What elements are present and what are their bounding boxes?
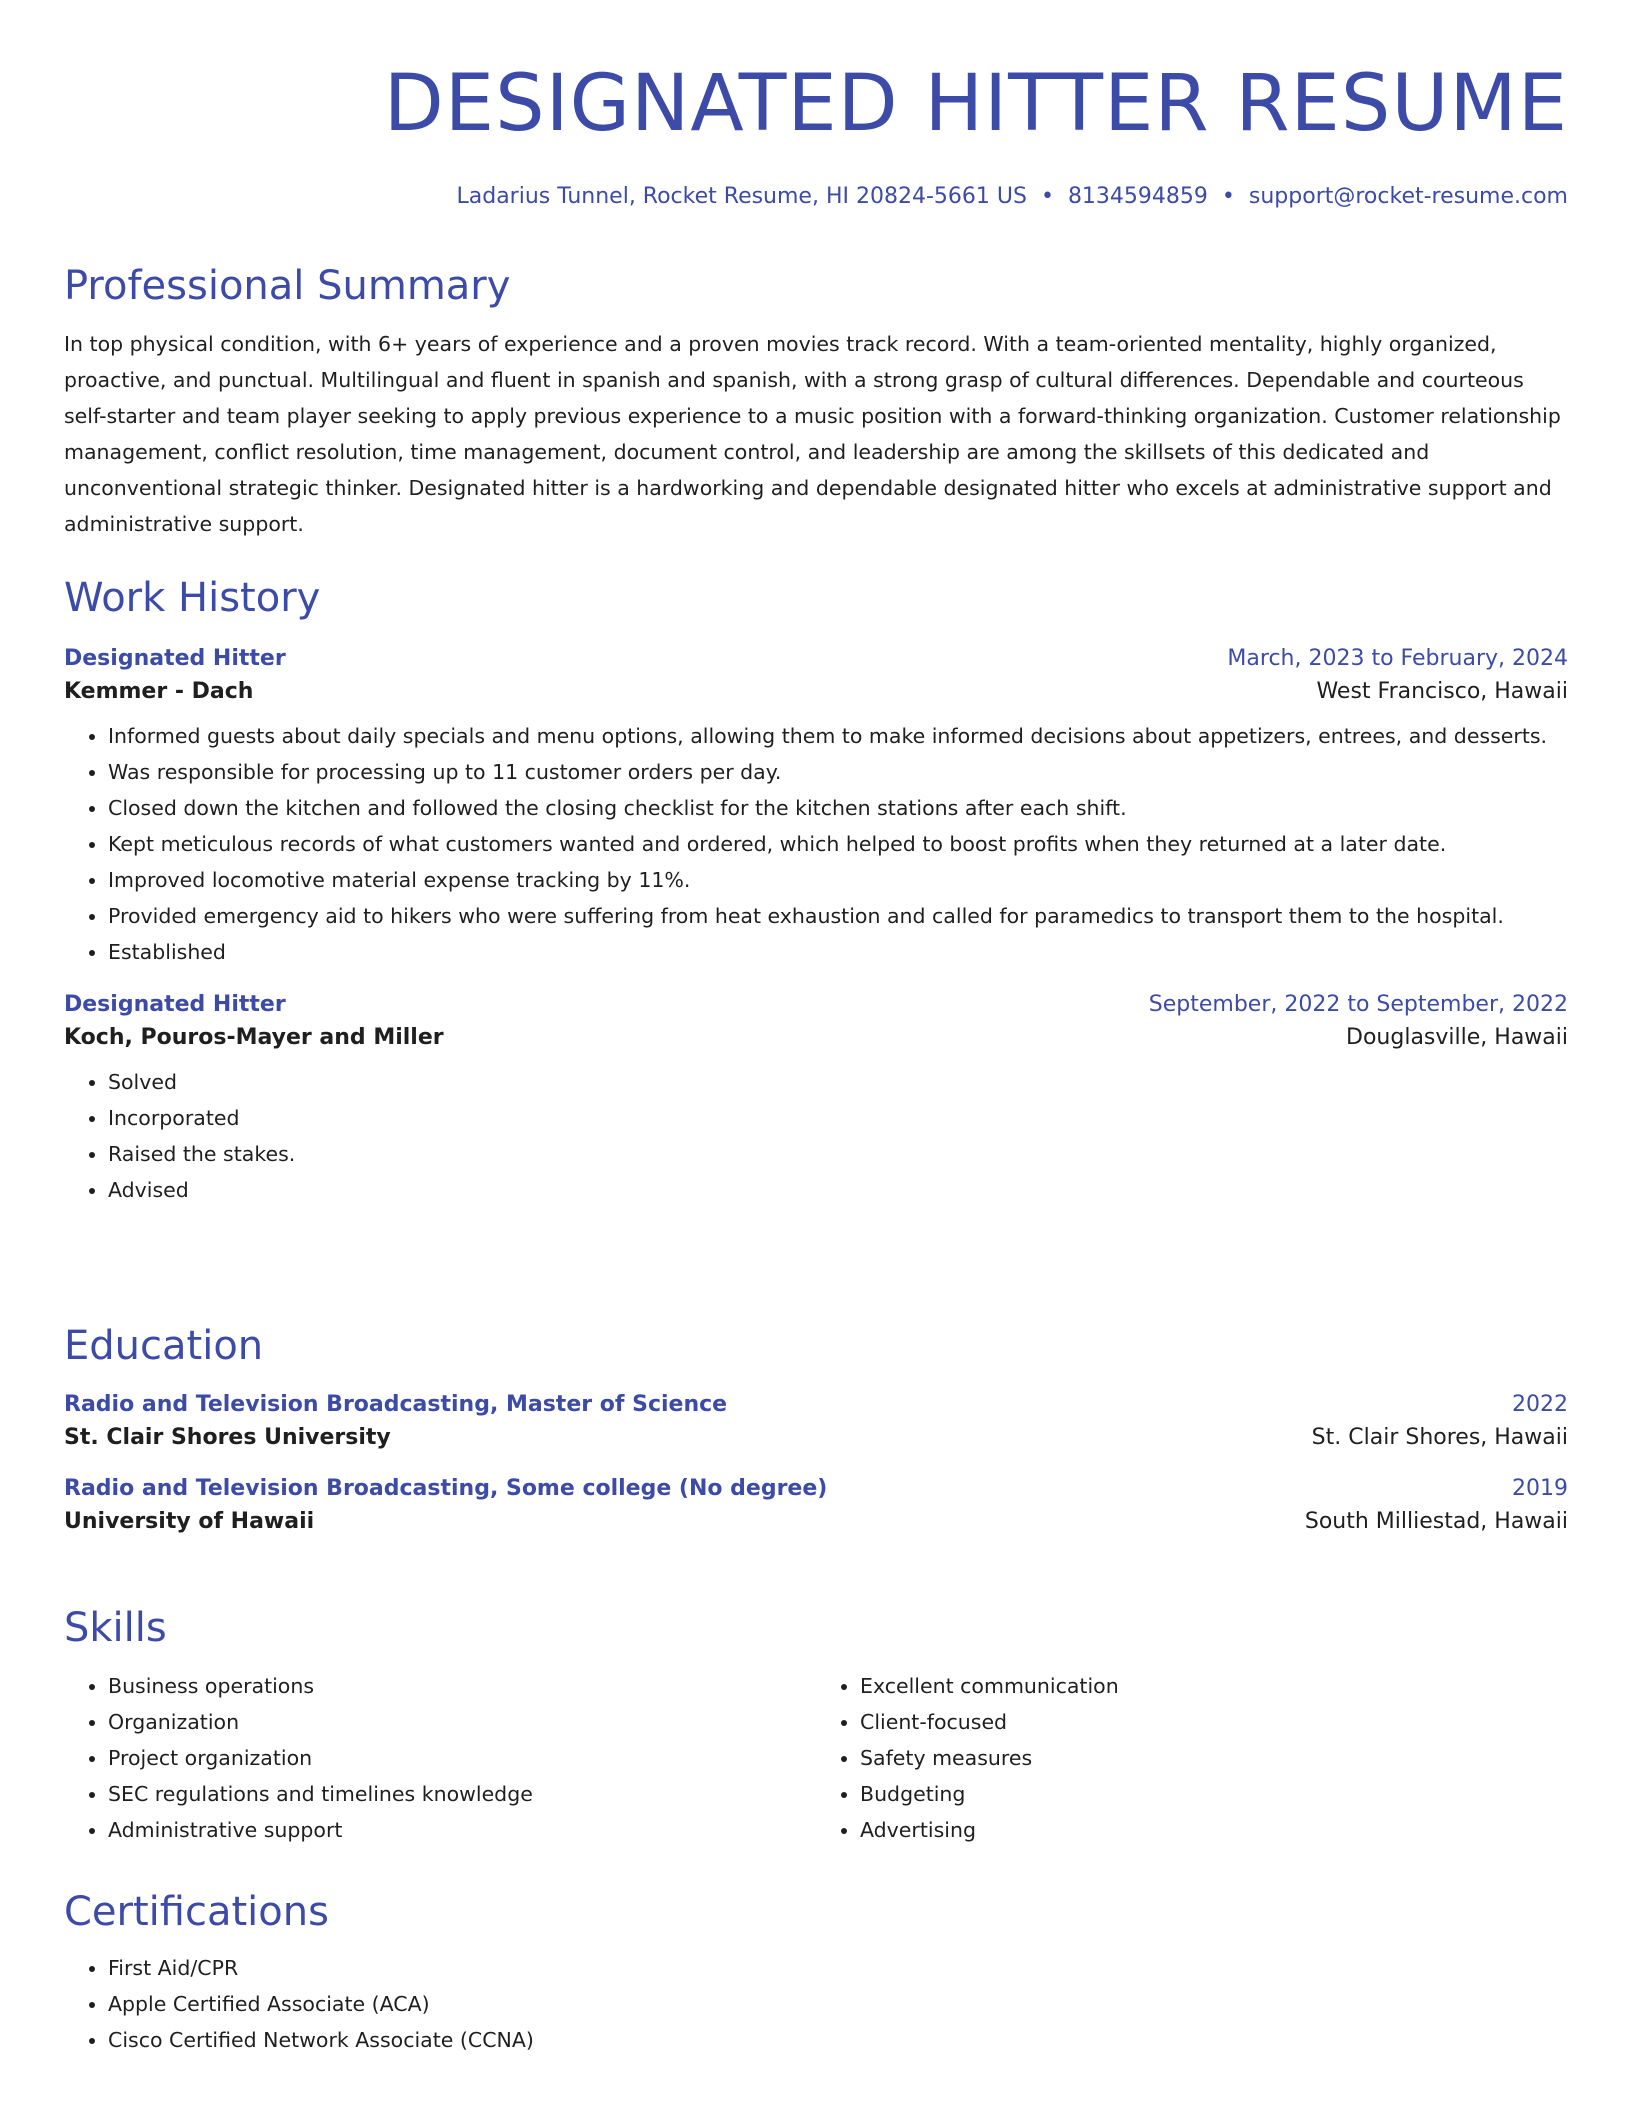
education-school-row: [64, 1425, 1568, 1450]
skills-section: [64, 1604, 1568, 1848]
job-title: Designated Hitter: [64, 646, 286, 671]
skills-list-right: [816, 1668, 1568, 1848]
education-entry: [64, 1392, 1568, 1450]
job-header-row: [64, 992, 1568, 1017]
resume-title: DESIGNATED HITTER RESUME: [383, 59, 1568, 149]
list-item: • Solved: [108, 1064, 1568, 1100]
list-item: • Project organization: [108, 1740, 816, 1776]
list-item: • Administrative support: [108, 1812, 816, 1848]
job-entry: [64, 646, 1568, 970]
list-item: • Business operations: [108, 1668, 816, 1704]
list-item: • Apple Certified Associate (ACA): [108, 1986, 1568, 2022]
job-bullets: [64, 718, 1568, 970]
job-dates: September, 2022 to September, 2022: [1148, 992, 1568, 1017]
job-location: West Francisco, Hawaii: [1316, 679, 1568, 704]
education-school-row: [64, 1509, 1568, 1534]
list-item: • Budgeting: [860, 1776, 1568, 1812]
section-title-summary: Professional Summary: [64, 263, 511, 309]
list-item: • Provided emergency aid to hikers who were suffering from heat exhaustion and called for paramedics to transport them to the hospital.: [108, 898, 1568, 934]
list-item: • Cisco Certified Network Associate (CCNA): [108, 2022, 1568, 2058]
summary-section: [64, 262, 1568, 542]
education-year: 2019: [1512, 1476, 1568, 1501]
list-item: • Client-focused: [860, 1704, 1568, 1740]
job-company: Koch, Pouros-Mayer and Miller: [64, 1025, 444, 1050]
education-degree: Radio and Television Broadcasting, Master of Science: [64, 1392, 728, 1417]
list-item: • Incorporated: [108, 1100, 1568, 1136]
education-header-row: [64, 1392, 1568, 1417]
list-item: • Raised the stakes.: [108, 1136, 1568, 1172]
section-title-education: Education: [64, 1323, 264, 1369]
section-title-certifications: Certifications: [64, 1889, 329, 1935]
list-item: • Organization: [108, 1704, 816, 1740]
summary-text: In top physical condition, with 6+ years of experience and a proven movies track record. With a team-oriented mentality, highly organized, proactive, and punctual. Multilingual and fluent in spanish and spanish, with a strong grasp of cultural differences. Dependable and courteous self-starter and team player seeking to apply previous experience to a music position with a forward-thinking organization. Customer relationship management, conflict resolution, time management, document control, and leadership are among the skillsets of this dedicated and unconventional strategic thinker. Designated hitter is a hardworking and dependable designated hitter who excels at administrative support and administrative support.: [64, 332, 1561, 536]
education-school: University of Hawaii: [64, 1509, 315, 1534]
job-title: Designated Hitter: [64, 992, 286, 1017]
job-dates: March, 2023 to February, 2024: [1227, 646, 1568, 671]
work-section: [64, 574, 1568, 1208]
list-item: • First Aid/CPR: [108, 1950, 1568, 1986]
education-location: South Milliestad, Hawaii: [1304, 1509, 1568, 1534]
certifications-section: [64, 1888, 1568, 2058]
job-company-row: [64, 1025, 1568, 1050]
skills-columns: [64, 1668, 1568, 1848]
section-title-skills: Skills: [64, 1605, 167, 1651]
contact-phone: 8134594859: [1067, 184, 1208, 209]
list-item: • SEC regulations and timelines knowledge: [108, 1776, 816, 1812]
skills-list-left: [64, 1668, 816, 1848]
list-item: • Excellent communication: [860, 1668, 1568, 1704]
job-bullets: [64, 1064, 1568, 1208]
job-location: Douglasville, Hawaii: [1346, 1025, 1568, 1050]
education-entry: [64, 1476, 1568, 1534]
contact-email[interactable]: support@rocket-resume.com: [1248, 184, 1568, 209]
list-item: • Was responsible for processing up to 11 customer orders per day.: [108, 754, 1568, 790]
education-year: 2022: [1512, 1392, 1568, 1417]
job-header-row: [64, 646, 1568, 671]
list-item: • Closed down the kitchen and followed the closing checklist for the kitchen stations after each shift.: [108, 790, 1568, 826]
list-item: • Advised: [108, 1172, 1568, 1208]
list-item: • Safety measures: [860, 1740, 1568, 1776]
certifications-list: [64, 1950, 1568, 2058]
education-school: St. Clair Shores University: [64, 1425, 391, 1450]
job-entry: [64, 992, 1568, 1208]
contact-line: [64, 184, 1568, 209]
list-item: • Informed guests about daily specials and menu options, allowing them to make informed decisions about appetizers, entrees, and desserts.: [108, 718, 1568, 754]
section-title-work: Work History: [64, 575, 321, 621]
education-section: [64, 1322, 1568, 1534]
list-item: • Advertising: [860, 1812, 1568, 1848]
contact-separator: •: [1221, 184, 1235, 209]
list-item: • Improved locomotive material expense tracking by 11%.: [108, 862, 1568, 898]
contact-separator: •: [1040, 184, 1054, 209]
job-company-row: [64, 679, 1568, 704]
education-location: St. Clair Shores, Hawaii: [1311, 1425, 1568, 1450]
list-item: • Established: [108, 934, 1568, 970]
contact-address: Ladarius Tunnel, Rocket Resume, HI 20824-5661 US: [456, 184, 1027, 209]
education-header-row: [64, 1476, 1568, 1501]
resume-header: [64, 0, 1568, 209]
list-item: • Kept meticulous records of what customers wanted and ordered, which helped to boost profits when they returned at a later date.: [108, 826, 1568, 862]
job-company: Kemmer - Dach: [64, 679, 254, 704]
education-degree: Radio and Television Broadcasting, Some college (No degree): [64, 1476, 828, 1501]
